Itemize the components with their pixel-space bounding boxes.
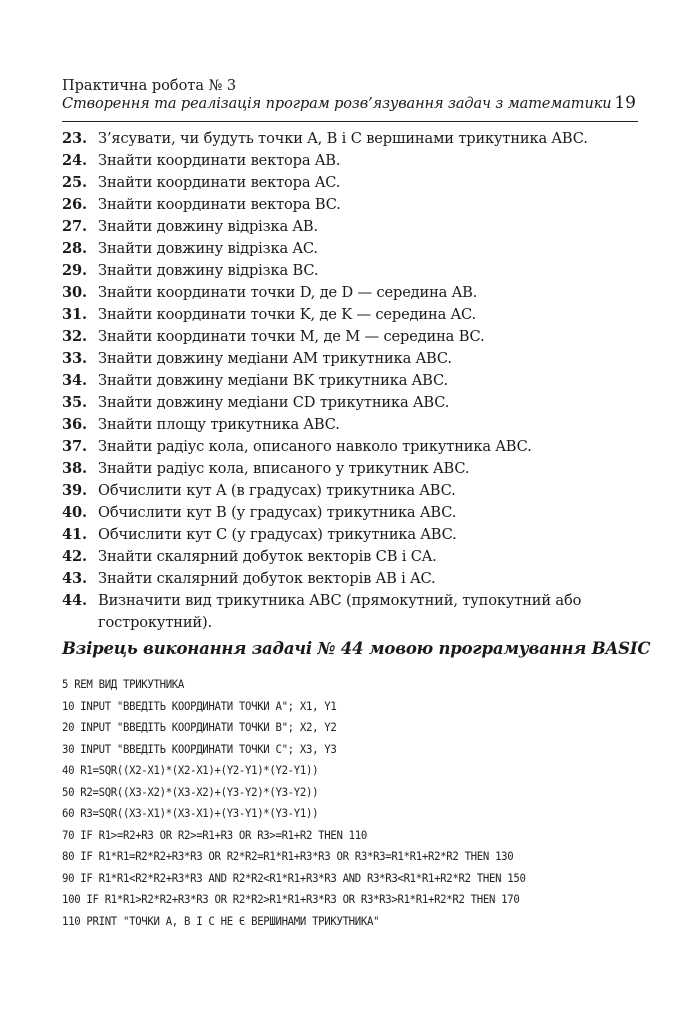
task-item (62, 568, 638, 590)
code-line: 30 INPUT "ВВЕДІТЬ КООРДИНАТИ ТОЧКИ C"; X3, Y3 (62, 741, 337, 756)
task-number: 38. (62, 460, 87, 477)
task-item (62, 172, 638, 194)
task-text-line: Знайти довжину медіани AM трикутника ABC. (98, 350, 452, 367)
task-item (62, 128, 638, 150)
task-text (98, 194, 638, 216)
task-number: 31. (62, 306, 87, 323)
task-number: 23. (62, 130, 87, 147)
task-number: 27. (62, 218, 87, 235)
task-text-line: Визначити вид трикутника ABC (прямокутний, тупокутний або (98, 592, 582, 609)
task-text (98, 436, 638, 458)
task-text-line: Знайти скалярний добуток векторів AB і AC. (98, 570, 436, 587)
task-number: 29. (62, 262, 87, 279)
task-text-line: Обчислити кут B (у градусах) трикутника ABC. (98, 504, 457, 521)
task-text-line: Знайти радіус кола, описаного навколо трикутника ABC. (98, 438, 532, 455)
task-number: 37. (62, 438, 87, 455)
task-number: 32. (62, 328, 87, 345)
task-text-line: Знайти радіус кола, вписаного у трикутник ABC. (98, 460, 470, 477)
task-text (98, 524, 638, 546)
task-number: 28. (62, 240, 87, 257)
task-item (62, 282, 638, 304)
task-item (62, 194, 638, 216)
code-line: 60 R3=SQR((X3-X1)*(X3-X1)+(Y3-Y1)*(Y3-Y1)) (62, 806, 319, 820)
task-item (62, 304, 638, 326)
task-text-line: Обчислити кут A (в градусах) трикутника ABC. (98, 482, 456, 499)
task-number: 35. (62, 394, 87, 411)
code-line: 110 PRINT "ТОЧКИ A, B I C НЕ Є ВЕРШИНАМИ ТРИКУТНИКА" (62, 913, 380, 928)
code-line: 90 IF R1*R1<R2*R2+R3*R3 AND R2*R2<R1*R1+R3*R3 AND R3*R3<R1*R1+R2*R2 THEN 150 (62, 870, 526, 885)
task-text-line: Знайти довжину відрізка AC. (98, 240, 318, 257)
task-item (62, 150, 638, 172)
task-text-line: Знайти довжину медіани CD трикутника ABC. (98, 394, 450, 411)
task-text-continuation: гострокутний). (98, 614, 213, 631)
task-number: 33. (62, 350, 87, 367)
task-number: 40. (62, 504, 87, 521)
task-text-line: Знайти довжину відрізка BC. (98, 262, 319, 279)
task-item (62, 502, 638, 524)
task-text-line: Знайти скалярний добуток векторів CB і CA. (98, 548, 437, 565)
task-number: 42. (62, 548, 87, 565)
task-text (98, 172, 638, 194)
task-number: 25. (62, 174, 87, 191)
task-text-line: Обчислити кут C (у градусах) трикутника ABC. (98, 526, 457, 543)
task-number: 24. (62, 152, 87, 169)
task-number: 43. (62, 570, 87, 587)
task-text (98, 216, 638, 238)
task-number: 39. (62, 482, 87, 499)
task-text-line: Знайти координати точки M, де M — середина BC. (98, 328, 485, 345)
code-line: 40 R1=SQR((X2-X1)*(X2-X1)+(Y2-Y1)*(Y2-Y1)) (62, 763, 319, 777)
task-item (62, 348, 638, 370)
task-text-line: Знайти координати вектора AC. (98, 174, 341, 191)
section-title: Взірець виконання задачі № 44 мовою програмування BASIC (62, 639, 651, 658)
task-list (62, 128, 638, 634)
header-subtitle: Створення та реалізація програм розв’язування задач з математики (62, 96, 612, 112)
task-number: 36. (62, 416, 87, 433)
task-item (62, 458, 638, 480)
task-text (98, 502, 638, 524)
task-item (62, 238, 638, 260)
task-text (98, 370, 638, 392)
task-item (62, 414, 638, 436)
task-item (62, 436, 638, 458)
task-text (98, 326, 638, 348)
task-text (98, 414, 638, 436)
task-text (98, 480, 638, 502)
task-item (62, 326, 638, 348)
task-text (98, 458, 638, 480)
page-number: 19 (614, 93, 636, 113)
task-text (98, 590, 638, 634)
task-text-line: Знайти координати точки K, де K — середина AC. (98, 306, 477, 323)
task-item (62, 480, 638, 502)
task-item (62, 370, 638, 392)
task-number: 41. (62, 526, 87, 543)
task-text-line: Знайти довжину медіани BK трикутника ABC. (98, 372, 448, 389)
task-text (98, 238, 638, 260)
task-text (98, 304, 638, 326)
task-item (62, 524, 638, 546)
task-item (62, 546, 638, 568)
task-number: 26. (62, 196, 87, 213)
code-line: 20 INPUT "ВВЕДІТЬ КООРДИНАТИ ТОЧКИ B"; X2, Y2 (62, 720, 337, 734)
task-text (98, 568, 638, 590)
task-item (62, 260, 638, 282)
code-line: 10 INPUT "ВВЕДІТЬ КООРДИНАТИ ТОЧКИ A"; X1, Y1 (62, 698, 337, 713)
task-text (98, 392, 638, 414)
code-line: 100 IF R1*R1>R2*R2+R3*R3 OR R2*R2>R1*R1+R3*R3 OR R3*R3>R1*R1+R2*R2 THEN 170 (62, 892, 520, 906)
task-text-line: Знайти площу трикутника ABC. (98, 416, 340, 433)
task-text-line: Знайти довжину відрізка AB. (98, 218, 318, 235)
code-line: 70 IF R1>=R2+R3 OR R2>=R1+R3 OR R3>=R1+R2 THEN 110 (62, 827, 367, 842)
task-text (98, 150, 638, 172)
task-text-line: Знайти координати вектора BC. (98, 196, 341, 213)
code-line: 80 IF R1*R1=R2*R2+R3*R3 OR R2*R2=R1*R1+R3*R3 OR R3*R3=R1*R1+R2*R2 THEN 130 (62, 849, 514, 863)
task-text-line: З’ясувати, чи будуть точки A, B і C вершинами трикутника ABC. (98, 130, 588, 147)
task-text-line: Знайти координати точки D, де D — середина AB. (98, 284, 478, 301)
task-item (62, 590, 638, 634)
task-number: 30. (62, 284, 87, 301)
task-text (98, 260, 638, 282)
task-text (98, 546, 638, 568)
basic-code-listing (62, 674, 642, 932)
task-item (62, 216, 638, 238)
running-header (62, 77, 638, 122)
task-text (98, 348, 638, 370)
task-text (98, 282, 638, 304)
task-item (62, 392, 638, 414)
code-line: 5 REM ВИД ТРИКУТНИКА (62, 677, 185, 691)
task-text-line: Знайти координати вектора AB. (98, 152, 341, 169)
task-number: 44. (62, 592, 87, 609)
task-number: 34. (62, 372, 87, 389)
task-text (98, 128, 638, 150)
code-line: 50 R2=SQR((X3-X2)*(X3-X2)+(Y3-Y2)*(Y3-Y2)) (62, 784, 319, 799)
header-work-title: Практична робота № 3 (62, 78, 237, 94)
